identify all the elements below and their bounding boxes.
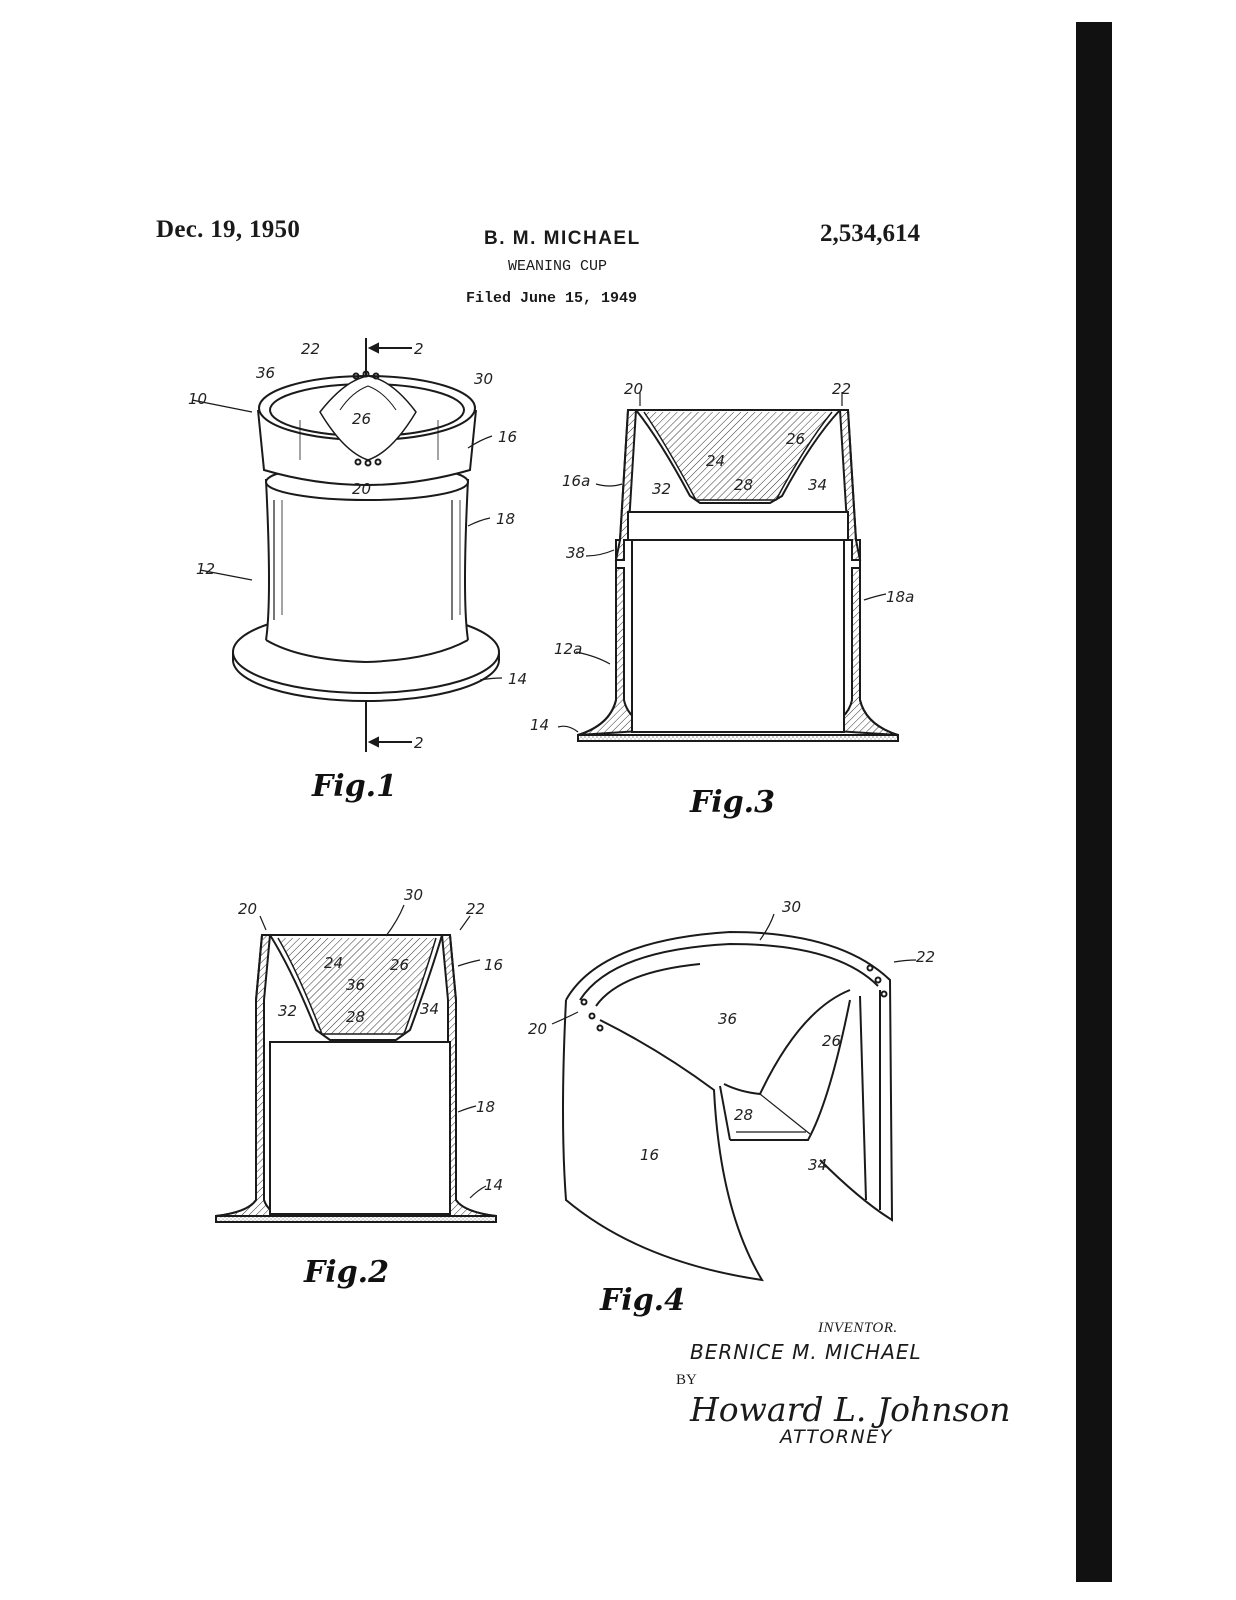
svg-text:16: 16 bbox=[498, 428, 518, 446]
figure-3 bbox=[558, 392, 898, 741]
inventor-caption: INVENTOR. bbox=[818, 1320, 898, 1336]
svg-text:34: 34 bbox=[420, 1000, 440, 1018]
svg-text:18: 18 bbox=[496, 510, 516, 528]
svg-text:36: 36 bbox=[718, 1010, 738, 1028]
by-label: BY bbox=[676, 1372, 697, 1388]
svg-text:14: 14 bbox=[530, 716, 550, 734]
svg-text:16: 16 bbox=[484, 956, 504, 974]
figure-4-label: Fig.4 bbox=[600, 1283, 685, 1318]
svg-text:30: 30 bbox=[474, 370, 494, 388]
attorney-caption: ATTORNEY bbox=[780, 1426, 893, 1448]
figure-3-label: Fig.3 bbox=[690, 785, 775, 820]
svg-text:24: 24 bbox=[324, 954, 344, 972]
svg-text:26: 26 bbox=[786, 430, 806, 448]
svg-text:36: 36 bbox=[256, 364, 276, 382]
svg-text:18a: 18a bbox=[886, 588, 915, 606]
svg-text:20: 20 bbox=[352, 480, 372, 498]
svg-text:20: 20 bbox=[238, 900, 258, 918]
svg-text:26: 26 bbox=[352, 410, 372, 428]
svg-text:22: 22 bbox=[832, 380, 852, 398]
svg-text:24: 24 bbox=[706, 452, 726, 470]
svg-text:20: 20 bbox=[624, 380, 644, 398]
svg-text:30: 30 bbox=[782, 898, 802, 916]
svg-text:12a: 12a bbox=[554, 640, 583, 658]
svg-text:30: 30 bbox=[404, 886, 424, 904]
svg-text:10: 10 bbox=[188, 390, 208, 408]
figure-1-label: Fig.1 bbox=[312, 769, 397, 804]
svg-text:32: 32 bbox=[652, 480, 672, 498]
figure-4 bbox=[552, 914, 916, 1280]
svg-text:28: 28 bbox=[734, 476, 754, 494]
figure-2 bbox=[216, 905, 496, 1222]
patent-date: Dec. 19, 1950 bbox=[156, 216, 301, 243]
svg-text:22: 22 bbox=[301, 340, 321, 358]
svg-text:34: 34 bbox=[808, 1156, 828, 1174]
svg-text:28: 28 bbox=[734, 1106, 754, 1124]
svg-text:26: 26 bbox=[390, 956, 410, 974]
svg-text:28: 28 bbox=[346, 1008, 366, 1026]
svg-text:32: 32 bbox=[278, 1002, 298, 1020]
patent-number: 2,534,614 bbox=[820, 220, 920, 247]
svg-text:16a: 16a bbox=[562, 472, 591, 490]
filing-date: Filed June 15, 1949 bbox=[466, 290, 638, 307]
svg-text:36: 36 bbox=[346, 976, 366, 994]
svg-text:16: 16 bbox=[640, 1146, 660, 1164]
svg-text:14: 14 bbox=[484, 1176, 504, 1194]
patent-title: WEANING CUP bbox=[508, 258, 608, 275]
figure-1 bbox=[192, 338, 502, 752]
svg-text:14: 14 bbox=[508, 670, 528, 688]
svg-text:18: 18 bbox=[476, 1098, 496, 1116]
svg-text:38: 38 bbox=[566, 544, 586, 562]
inventor-name: BERNICE M. MICHAEL bbox=[690, 1340, 922, 1364]
figure-2-label: Fig.2 bbox=[304, 1255, 389, 1290]
svg-text:22: 22 bbox=[916, 948, 936, 966]
attorney-signature: Howard L. Johnson bbox=[690, 1390, 1011, 1429]
svg-text:26: 26 bbox=[822, 1032, 842, 1050]
svg-text:12: 12 bbox=[196, 560, 216, 578]
svg-text:22: 22 bbox=[466, 900, 486, 918]
svg-text:2: 2 bbox=[414, 340, 424, 358]
svg-text:34: 34 bbox=[808, 476, 828, 494]
svg-text:2: 2 bbox=[414, 734, 424, 752]
inventor-short-name: B. M. MICHAEL bbox=[484, 228, 641, 249]
svg-text:20: 20 bbox=[528, 1020, 548, 1038]
